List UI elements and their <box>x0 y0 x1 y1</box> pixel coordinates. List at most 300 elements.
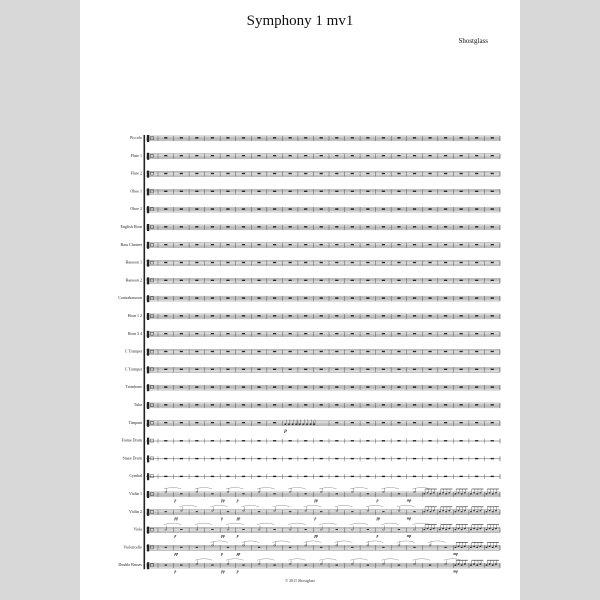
whole-rest <box>273 226 276 227</box>
whole-rest <box>444 208 447 209</box>
rest <box>273 565 275 566</box>
slur <box>273 541 291 543</box>
whole-rest <box>351 369 354 370</box>
whole-rest <box>335 244 338 245</box>
notehead <box>299 424 301 425</box>
whole-rest <box>475 297 478 298</box>
whole-rest <box>460 315 463 316</box>
whole-rest <box>335 440 338 441</box>
instrument-label: Violin 2 <box>129 508 142 514</box>
whole-rest <box>382 404 385 405</box>
key-signature-icon <box>151 172 154 175</box>
whole-rest <box>444 440 447 441</box>
notehead <box>439 493 441 494</box>
whole-rest <box>257 315 260 316</box>
whole-rest <box>444 333 447 334</box>
notehead <box>495 492 497 493</box>
whole-rest <box>273 351 276 352</box>
notehead <box>442 510 444 511</box>
whole-rest <box>366 280 369 281</box>
whole-rest <box>460 458 463 459</box>
whole-rest <box>304 137 307 138</box>
whole-rest <box>428 173 431 174</box>
rest <box>227 547 229 548</box>
whole-rest <box>351 440 354 441</box>
whole-rest <box>164 244 167 245</box>
notehead <box>439 511 441 512</box>
instrument-label: Oboe 1 <box>130 188 142 194</box>
whole-rest <box>180 262 183 263</box>
whole-rest <box>413 476 416 477</box>
slur <box>273 505 291 507</box>
notehead <box>454 547 456 548</box>
dynamic-marking: p <box>174 498 177 503</box>
whole-rest <box>257 369 260 370</box>
whole-rest <box>320 155 323 156</box>
whole-rest <box>304 369 307 370</box>
notehead <box>489 528 491 529</box>
whole-rest <box>164 476 167 477</box>
notehead <box>476 547 478 548</box>
whole-rest <box>428 244 431 245</box>
rest <box>273 529 275 530</box>
whole-rest <box>382 137 385 138</box>
whole-rest <box>397 315 400 316</box>
notehead <box>495 546 497 547</box>
whole-rest <box>226 458 229 459</box>
whole-rest <box>242 404 245 405</box>
whole-rest <box>273 173 276 174</box>
whole-rest <box>320 333 323 334</box>
whole-rest <box>351 422 354 423</box>
notehead <box>398 510 400 511</box>
notehead <box>439 529 441 530</box>
whole-rest <box>428 315 431 316</box>
notehead <box>414 564 416 565</box>
rest <box>165 565 167 566</box>
whole-rest <box>351 351 354 352</box>
whole-rest <box>180 315 183 316</box>
whole-rest <box>460 386 463 387</box>
whole-rest <box>460 244 463 245</box>
clef-icon <box>147 438 149 445</box>
notehead <box>473 510 475 511</box>
whole-rest <box>366 191 369 192</box>
whole-rest <box>460 351 463 352</box>
rest <box>413 511 415 512</box>
whole-rest <box>164 173 167 174</box>
notehead <box>442 492 444 493</box>
instrument-label: Bassoon 1 <box>125 259 142 265</box>
rest <box>196 547 198 548</box>
whole-rest <box>413 422 416 423</box>
notehead <box>461 565 463 566</box>
whole-rest <box>335 297 338 298</box>
whole-rest <box>242 244 245 245</box>
slur <box>242 505 260 507</box>
notehead <box>258 564 260 565</box>
score-page <box>80 0 520 600</box>
whole-rest <box>304 440 307 441</box>
notehead <box>476 511 478 512</box>
rest <box>289 511 291 512</box>
whole-rest <box>444 369 447 370</box>
whole-rest <box>195 404 198 405</box>
instrument-label: Bassoon 2 <box>125 277 142 283</box>
dynamic-marking: pp <box>221 569 225 574</box>
notehead <box>295 424 297 425</box>
slur <box>381 488 399 490</box>
slur <box>164 488 182 490</box>
whole-rest <box>366 458 369 459</box>
whole-rest <box>475 244 478 245</box>
notehead <box>433 510 435 511</box>
whole-rest <box>491 297 494 298</box>
whole-rest <box>195 137 198 138</box>
page-title: Symphony 1 mv1 <box>246 13 354 29</box>
dynamic-marking: pp <box>221 534 225 539</box>
whole-rest <box>491 351 494 352</box>
whole-rest <box>273 137 276 138</box>
notehead <box>313 424 315 425</box>
dynamic-marking: pp <box>236 516 241 521</box>
notehead <box>461 511 463 512</box>
notehead <box>476 529 478 530</box>
notehead <box>479 528 481 529</box>
rest <box>382 511 384 512</box>
whole-rest <box>366 386 369 387</box>
whole-rest <box>351 262 354 263</box>
whole-rest <box>397 369 400 370</box>
whole-rest <box>195 333 198 334</box>
rest <box>304 493 306 494</box>
notehead <box>492 547 494 548</box>
key-signature-icon <box>151 332 154 335</box>
whole-rest <box>320 208 323 209</box>
slur <box>288 488 306 490</box>
whole-rest <box>351 333 354 334</box>
composer-name: Shostglass <box>458 37 488 45</box>
whole-rest <box>180 369 183 370</box>
dynamic-marking: pp <box>174 551 179 556</box>
key-signature-icon <box>151 386 154 389</box>
whole-rest <box>180 333 183 334</box>
dynamic-marking: p <box>284 428 287 434</box>
notehead <box>458 492 460 493</box>
whole-rest <box>366 173 369 174</box>
whole-rest <box>382 297 385 298</box>
whole-rest <box>289 369 292 370</box>
whole-rest <box>491 155 494 156</box>
whole-rest <box>397 351 400 352</box>
whole-rest <box>351 173 354 174</box>
slur <box>210 505 228 507</box>
dynamic-marking: p <box>236 534 239 539</box>
whole-rest <box>211 262 214 263</box>
whole-rest <box>273 315 276 316</box>
notehead <box>367 510 369 511</box>
notehead <box>310 424 312 425</box>
whole-rest <box>351 315 354 316</box>
notehead <box>423 493 425 494</box>
rest <box>351 547 353 548</box>
dynamic-marking: p <box>376 498 379 503</box>
whole-rest <box>351 386 354 387</box>
whole-rest <box>351 191 354 192</box>
notehead <box>336 510 338 511</box>
whole-rest <box>242 262 245 263</box>
whole-rest <box>164 440 167 441</box>
whole-rest <box>382 458 385 459</box>
whole-rest <box>289 404 292 405</box>
instrument-label: English Horn <box>120 224 142 229</box>
notehead <box>470 529 472 530</box>
whole-rest <box>242 386 245 387</box>
notehead <box>305 510 307 511</box>
whole-rest <box>366 369 369 370</box>
slur <box>381 559 399 561</box>
whole-rest <box>382 173 385 174</box>
whole-rest <box>304 458 307 459</box>
whole-rest <box>335 208 338 209</box>
notehead <box>458 528 460 529</box>
whole-rest <box>382 244 385 245</box>
whole-rest <box>211 280 214 281</box>
whole-rest <box>320 173 323 174</box>
whole-rest <box>460 280 463 281</box>
whole-rest <box>289 333 292 334</box>
notehead <box>479 546 481 547</box>
whole-rest <box>257 208 260 209</box>
whole-rest <box>475 369 478 370</box>
key-signature-icon <box>151 279 154 282</box>
instrument-label: Trombone <box>125 384 142 390</box>
whole-rest <box>289 262 292 263</box>
whole-rest <box>211 422 214 423</box>
whole-rest <box>475 155 478 156</box>
whole-rest <box>366 404 369 405</box>
whole-rest <box>257 244 260 245</box>
whole-rest <box>304 297 307 298</box>
whole-rest <box>320 386 323 387</box>
clef-icon <box>147 527 149 534</box>
whole-rest <box>460 226 463 227</box>
whole-rest <box>242 422 245 423</box>
notehead <box>492 565 494 566</box>
rest <box>336 529 338 530</box>
whole-rest <box>273 440 276 441</box>
whole-rest <box>257 173 260 174</box>
whole-rest <box>211 297 214 298</box>
whole-rest <box>320 244 323 245</box>
notehead <box>486 565 488 566</box>
notehead <box>492 493 494 494</box>
notehead <box>448 510 450 511</box>
whole-rest <box>257 386 260 387</box>
whole-rest <box>273 208 276 209</box>
whole-rest <box>257 155 260 156</box>
whole-rest <box>397 262 400 263</box>
instrument-label: Tuba <box>133 402 142 407</box>
whole-rest <box>491 476 494 477</box>
whole-rest <box>164 208 167 209</box>
whole-rest <box>164 262 167 263</box>
whole-rest <box>413 280 416 281</box>
whole-rest <box>444 458 447 459</box>
whole-rest <box>257 226 260 227</box>
whole-rest <box>475 458 478 459</box>
dynamic-marking: mp <box>406 534 412 539</box>
dynamic-marking: mp <box>453 569 458 574</box>
whole-rest <box>211 369 214 370</box>
slur <box>413 559 431 561</box>
whole-rest <box>257 262 260 263</box>
whole-rest <box>444 244 447 245</box>
whole-rest <box>335 351 338 352</box>
notehead <box>464 492 466 493</box>
whole-rest <box>164 280 167 281</box>
notehead <box>423 529 425 530</box>
whole-rest <box>428 155 431 156</box>
whole-rest <box>475 333 478 334</box>
whole-rest <box>444 280 447 281</box>
notehead <box>458 564 460 565</box>
notehead <box>274 510 276 511</box>
whole-rest <box>475 351 478 352</box>
whole-rest <box>211 173 214 174</box>
whole-rest <box>491 386 494 387</box>
whole-rest <box>475 422 478 423</box>
whole-rest <box>180 404 183 405</box>
whole-rest <box>226 280 229 281</box>
whole-rest <box>195 369 198 370</box>
whole-rest <box>491 226 494 227</box>
whole-rest <box>444 191 447 192</box>
whole-rest <box>397 458 400 459</box>
whole-rest <box>304 280 307 281</box>
whole-rest <box>382 280 385 281</box>
whole-rest <box>226 226 229 227</box>
notehead <box>448 528 450 529</box>
rest <box>320 547 322 548</box>
slur <box>288 559 306 561</box>
whole-rest <box>226 404 229 405</box>
dynamic-marking: p <box>221 551 223 556</box>
dynamic-marking: pp <box>314 534 319 539</box>
whole-rest <box>211 404 214 405</box>
instrument-label: Bass Clarinet <box>120 241 142 247</box>
whole-rest <box>273 422 276 423</box>
whole-rest <box>273 458 276 459</box>
notehead <box>302 424 304 425</box>
whole-rest <box>366 351 369 352</box>
notehead <box>427 510 429 511</box>
whole-rest <box>211 208 214 209</box>
whole-rest <box>180 155 183 156</box>
whole-rest <box>257 351 260 352</box>
whole-rest <box>226 333 229 334</box>
notehead <box>464 528 466 529</box>
whole-rest <box>491 208 494 209</box>
whole-rest <box>460 422 463 423</box>
whole-rest <box>289 351 292 352</box>
whole-rest <box>242 191 245 192</box>
whole-rest <box>335 458 338 459</box>
whole-rest <box>428 297 431 298</box>
whole-rest <box>444 226 447 227</box>
key-signature-icon <box>151 368 154 371</box>
notehead <box>461 529 463 530</box>
whole-rest <box>304 208 307 209</box>
dynamic-marking: pp <box>221 498 225 503</box>
rest <box>351 511 353 512</box>
whole-rest <box>226 244 229 245</box>
clef-icon <box>147 491 149 498</box>
dynamic-marking: mp <box>453 551 458 556</box>
notehead <box>351 564 353 565</box>
notehead <box>470 547 472 548</box>
key-signature-icon <box>151 546 154 549</box>
clef-icon <box>147 473 149 480</box>
notehead <box>227 564 229 565</box>
whole-rest <box>397 404 400 405</box>
whole-rest <box>242 458 245 459</box>
whole-rest <box>195 173 198 174</box>
clef-icon <box>147 224 149 231</box>
whole-rest <box>335 333 338 334</box>
whole-rest <box>180 208 183 209</box>
notehead <box>306 424 308 425</box>
whole-rest <box>195 262 198 263</box>
whole-rest <box>320 191 323 192</box>
notehead <box>470 565 472 566</box>
slur <box>195 559 213 561</box>
whole-rest <box>428 404 431 405</box>
key-signature-icon <box>151 243 154 246</box>
instrument-label: Frame Drum <box>121 437 142 443</box>
slur <box>304 541 322 543</box>
notehead <box>430 493 432 494</box>
whole-rest <box>366 476 369 477</box>
clef-icon <box>147 402 149 409</box>
whole-rest <box>304 244 307 245</box>
whole-rest <box>304 315 307 316</box>
whole-rest <box>242 351 245 352</box>
whole-rest <box>195 226 198 227</box>
whole-rest <box>397 297 400 298</box>
system-bracket <box>144 135 146 569</box>
whole-rest <box>320 458 323 459</box>
whole-rest <box>273 386 276 387</box>
whole-rest <box>460 155 463 156</box>
whole-rest <box>475 386 478 387</box>
whole-rest <box>460 173 463 174</box>
whole-rest <box>382 262 385 263</box>
whole-rest <box>460 208 463 209</box>
whole-rest <box>444 476 447 477</box>
whole-rest <box>320 262 323 263</box>
key-signature-icon <box>151 208 154 211</box>
slur <box>242 541 260 543</box>
rest <box>180 529 182 530</box>
notehead <box>288 424 290 425</box>
whole-rest <box>164 315 167 316</box>
whole-rest <box>460 137 463 138</box>
whole-rest <box>180 386 183 387</box>
clef-icon <box>147 277 149 284</box>
whole-rest <box>257 458 260 459</box>
notehead <box>445 529 447 530</box>
